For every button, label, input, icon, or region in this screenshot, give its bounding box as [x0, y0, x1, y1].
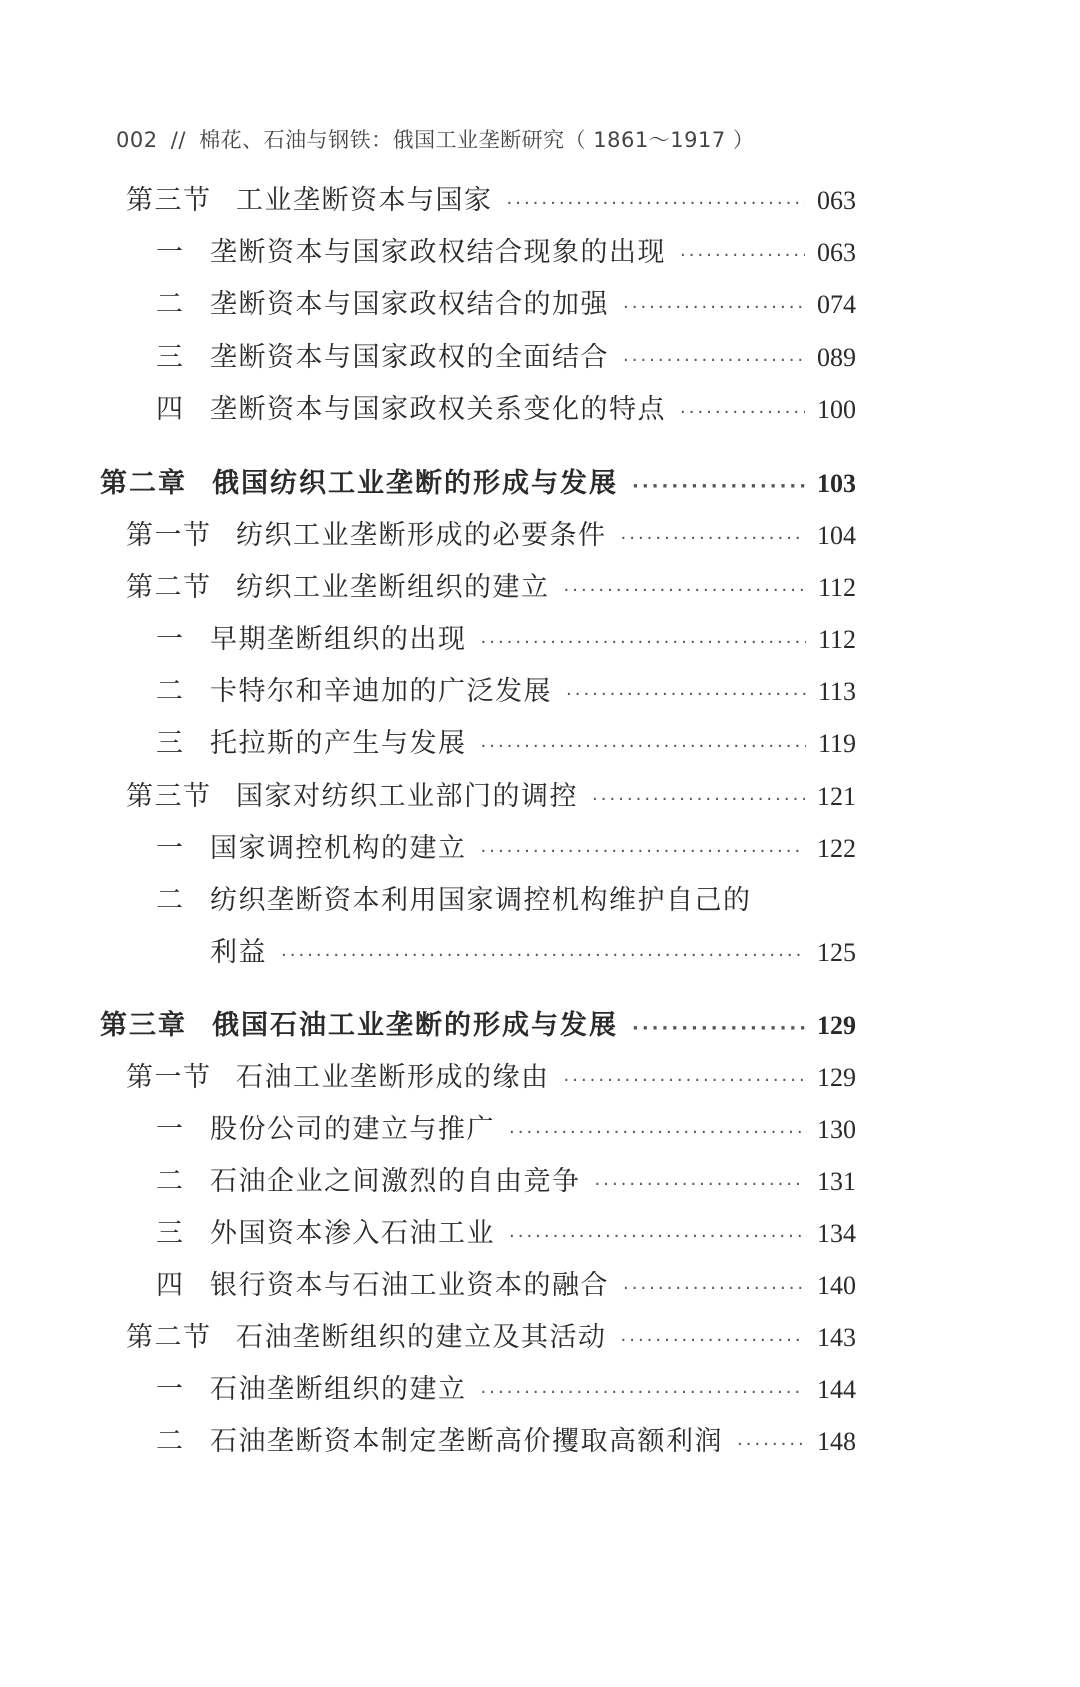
toc-entry-title: 纺织工业垄断形成的必要条件 [236, 520, 607, 551]
toc-entry-section[interactable] [236, 518, 856, 557]
toc-entry-sub[interactable] [210, 1216, 856, 1255]
toc-entry-label: 第一节 [126, 520, 212, 551]
toc-entry-continuation[interactable] [210, 935, 856, 974]
toc-entry-label: 一 [156, 1114, 185, 1145]
toc-leader-dots [507, 186, 806, 222]
toc-leader-dots [632, 469, 805, 505]
toc-entry-section[interactable] [236, 779, 856, 818]
toc-entry-title: 外国资本渗入石油工业 [210, 1218, 495, 1249]
toc-entry-title: 垄断资本与国家政权结合的加强 [210, 289, 609, 320]
toc-entry-sub[interactable] [210, 674, 856, 713]
toc-entry-page: 113 [817, 677, 856, 706]
toc-entry-label: 二 [156, 676, 185, 707]
toc-entry-label: 第三节 [126, 185, 212, 216]
toc-entry-page: 074 [817, 290, 856, 319]
toc-entry-title: 纺织工业垄断组织的建立 [236, 572, 550, 603]
toc-entry-title: 银行资本与石油工业资本的融合 [210, 1270, 609, 1301]
toc-entry-label: 三 [156, 342, 185, 373]
toc-entry-page: 121 [817, 782, 856, 811]
toc-entry-page: 144 [817, 1375, 856, 1404]
toc-entry-chapter[interactable] [212, 466, 856, 505]
toc-entry-page: 089 [817, 343, 856, 372]
header-page-number: 002 [116, 128, 158, 152]
toc-leader-dots [481, 625, 806, 661]
toc-entry-title: 垄断资本与国家政权的全面结合 [210, 342, 609, 373]
toc-entry-label: 二 [156, 1166, 185, 1197]
toc-leader-dots [509, 1219, 805, 1255]
toc-entry-title: 工业垄断资本与国家 [236, 185, 493, 216]
running-header [116, 124, 754, 154]
toc-entry-title: 国家对纺织工业部门的调控 [236, 781, 578, 812]
toc-entry-sub[interactable] [210, 726, 856, 765]
toc-entry-sub[interactable] [210, 622, 856, 661]
toc-entry-title: 石油垄断资本制定垄断高价攫取高额利润 [210, 1426, 723, 1457]
toc-entry-section[interactable] [236, 1320, 856, 1359]
toc-entry-sub[interactable] [210, 340, 856, 379]
toc-leader-dots [680, 395, 805, 431]
toc-entry-label: 第三节 [126, 781, 212, 812]
toc-entry-sub[interactable] [210, 392, 856, 431]
toc-entry-title: 石油垄断组织的建立及其活动 [236, 1322, 607, 1353]
toc-entry-section[interactable] [236, 1060, 856, 1099]
toc-entry-title: 石油工业垄断形成的缘由 [236, 1062, 550, 1093]
toc-leader-dots [680, 238, 805, 274]
toc-entry-page: 104 [817, 521, 856, 550]
toc-entry-title: 垄断资本与国家政权关系变化的特点 [210, 394, 666, 425]
toc-leader-dots [566, 677, 806, 713]
toc-leader-dots [621, 521, 806, 557]
toc-entry-page: 100 [817, 395, 856, 424]
toc-leader-dots [632, 1011, 805, 1047]
toc-entry-page: 129 [817, 1063, 856, 1092]
toc-entry-page: 140 [817, 1271, 856, 1300]
toc-leader-dots [281, 938, 805, 974]
toc-leader-dots [509, 1115, 805, 1151]
toc-entry-label: 第三章 [100, 1010, 187, 1041]
toc-entry-title: 早期垄断组织的出现 [210, 624, 467, 655]
toc-entry-sub[interactable] [210, 1268, 856, 1307]
toc-entry-page: 125 [817, 938, 856, 967]
toc-entry-label: 二 [156, 289, 185, 320]
toc-entry-label: 四 [156, 1270, 185, 1301]
toc-leader-dots [564, 573, 806, 609]
toc-entry-sub[interactable] [210, 287, 856, 326]
toc-entry-title-continued: 利益 [210, 937, 267, 968]
toc-leader-dots [595, 1167, 806, 1203]
toc-entry-title: 垄断资本与国家政权结合现象的出现 [210, 237, 666, 268]
toc-entry-title: 国家调控机构的建立 [210, 833, 467, 864]
toc-entry-page: 130 [817, 1115, 856, 1144]
toc-entry-section[interactable] [236, 183, 856, 222]
toc-entry-page: 129 [817, 1011, 856, 1040]
toc-entry-label: 二 [156, 1426, 185, 1457]
toc-entry-label: 四 [156, 394, 185, 425]
toc-entry-page: 119 [817, 729, 856, 758]
toc-leader-dots [623, 343, 805, 379]
toc-entry-page: 063 [817, 238, 856, 267]
toc-entry-title: 石油企业之间激烈的自由竞争 [210, 1166, 581, 1197]
toc-entry-label: 三 [156, 1218, 185, 1249]
toc-entry-title: 石油垄断组织的建立 [210, 1374, 467, 1405]
toc-entry-label: 第一节 [126, 1062, 212, 1093]
toc-entry-chapter[interactable] [212, 1008, 856, 1047]
toc-entry-sub[interactable] [210, 1112, 856, 1151]
toc-entry-sub[interactable] [210, 1424, 856, 1463]
toc-entry-label: 三 [156, 728, 185, 759]
toc-entry-title: 托拉斯的产生与发展 [210, 728, 467, 759]
toc-entry-label: 第二节 [126, 1322, 212, 1353]
toc-entry-page: 131 [817, 1167, 856, 1196]
toc-entry-page: 103 [817, 469, 856, 498]
toc-entry-section[interactable] [236, 570, 856, 609]
toc-leader-dots [481, 834, 806, 870]
toc-entry-sub[interactable] [210, 235, 856, 274]
toc-entry-page: 112 [817, 625, 856, 654]
toc-leader-dots [623, 290, 805, 326]
toc-entry-sub[interactable] [210, 1372, 856, 1411]
toc-entry-label: 二 [156, 885, 185, 916]
toc-leader-dots [737, 1427, 805, 1463]
toc-entry-page: 122 [817, 834, 856, 863]
toc-leader-dots [621, 1323, 806, 1359]
toc-entry-label: 第二节 [126, 572, 212, 603]
toc-entry-page: 112 [817, 573, 856, 602]
toc-entry-label: 一 [156, 1374, 185, 1405]
toc-entry-label: 一 [156, 833, 185, 864]
toc-entry-title: 卡特尔和辛迪加的广泛发展 [210, 676, 552, 707]
toc-entry-label: 一 [156, 624, 185, 655]
toc-entry-sub[interactable] [210, 1164, 856, 1203]
toc-entry-title: 俄国纺织工业垄断的形成与发展 [212, 468, 618, 499]
toc-entry-page: 063 [817, 186, 856, 215]
header-book-title: 棉花、石油与钢铁：俄国工业垄断研究（ 1861～1917 ） [199, 128, 755, 152]
toc-entry-label: 第二章 [100, 468, 187, 499]
toc-leader-dots [481, 1375, 806, 1411]
toc-entry-page: 143 [817, 1323, 856, 1352]
toc-entry-title: 俄国石油工业垄断的形成与发展 [212, 1010, 618, 1041]
toc-leader-dots [592, 782, 805, 818]
toc-entry-sub[interactable] [210, 831, 856, 870]
toc-entry-title: 股份公司的建立与推广 [210, 1114, 495, 1145]
header-separator: // [170, 128, 186, 152]
toc-leader-dots [623, 1271, 805, 1307]
toc-entry-page: 134 [817, 1219, 856, 1248]
toc-entry-title: 纺织垄断资本利用国家调控机构维护自己的 [210, 885, 752, 916]
toc-leader-dots [564, 1063, 806, 1099]
toc-entry-page: 148 [817, 1427, 856, 1456]
toc-leader-dots [481, 729, 806, 765]
toc-entry-label: 一 [156, 237, 185, 268]
